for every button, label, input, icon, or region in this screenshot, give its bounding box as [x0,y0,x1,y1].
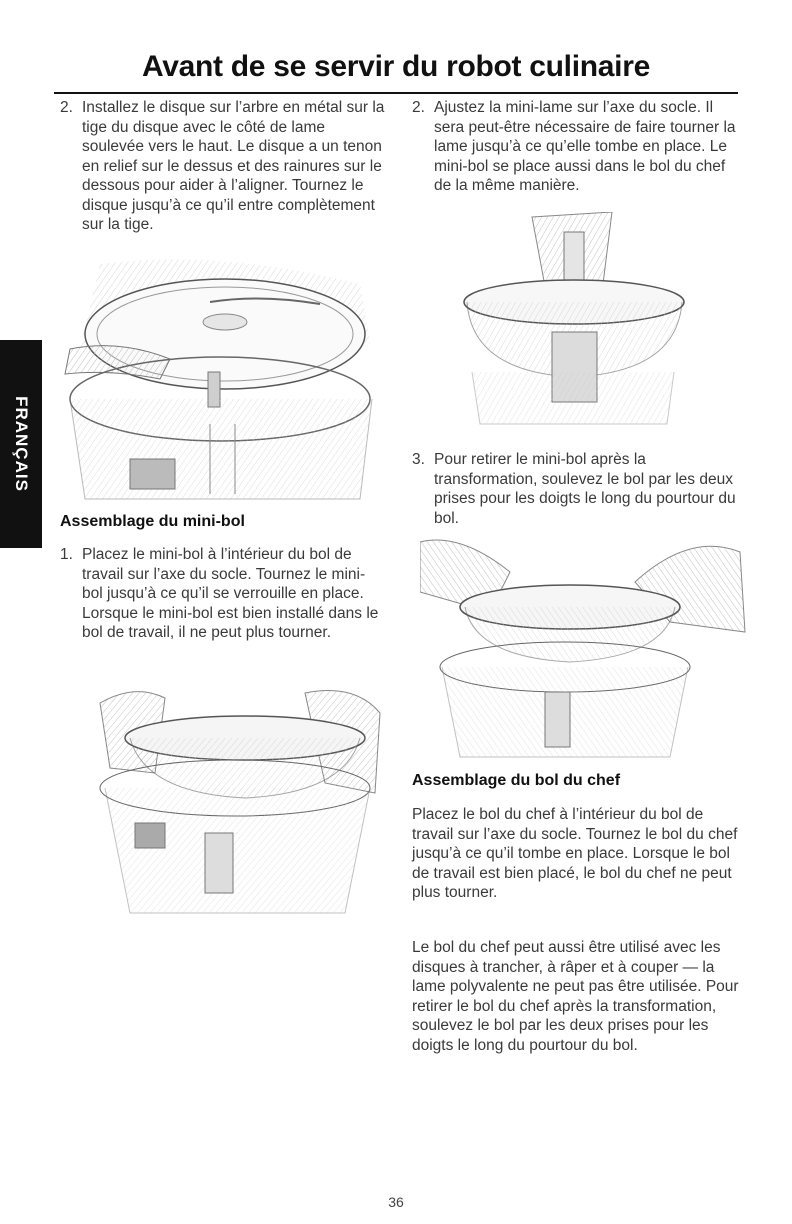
language-tab-label: FRANÇAIS [12,396,31,492]
page-title: Avant de se servir du robot culinaire [142,50,650,83]
language-tab [0,340,42,548]
mini-bowl-illustration [95,683,385,915]
step-number: 1. [60,546,73,563]
mini-bowl-removal-illustration [420,532,750,760]
step-text: Ajustez la mini-lame sur l’axe du socle. Il sera peut-être nécessaire de faire tourner la lame jusqu’à ce qu’elle tombe en place. Le mini-bol se place aussi dans le bol du chef de la même manière. [434,99,736,194]
step-number: 2. [60,99,73,116]
step-mini-bowl [60,545,380,643]
step-remove-mini-bowl [412,450,742,528]
title-rule [54,92,738,94]
section-heading-mini-bowl: Assemblage du mini-bol [60,513,245,530]
step-mini-blade [412,98,742,196]
step-text: Pour retirer le mini-bol après la transformation, soulevez le bol par les deux prises pour les doigts le long du pourtour du bol. [434,451,736,527]
page-number: 36 [388,1194,404,1210]
step-number: 2. [412,99,425,116]
step-text: Installez le disque sur l’arbre en métal sur la tige du disque avec le côté de lame soulevée vers le haut. Le disque a un tenon en relief sur le dessus et des rainures sur le dessous pour aider à l’aligner. Tournez le disque jusqu’à ce qu’il entre complètement sur la tige. [82,99,385,233]
section-heading-chef-bowl: Assemblage du bol du chef [412,772,621,789]
step-number: 3. [412,451,425,468]
step-text: Placez le mini-bol à l’intérieur du bol de travail sur l’axe du socle. Tournez le mini-bol jusqu’à ce qu’il se verrouille en place. Lorsque le mini-bol est bien installé dans le bol de travail, il ne peut plus tourner. [82,546,379,641]
step-install-disc [60,98,385,235]
mini-blade-illustration [452,212,694,427]
chef-bowl-paragraph-1: Placez le bol du chef à l’intérieur du bol de travail sur l’axe du socle. Tournez le bol du chef jusqu’à ce qu’il tombe en place. Lorsque le bol de travail est bien placé, le bol du chef ne peut plus tourner. [412,806,738,901]
disc-install-illustration [60,254,380,502]
chef-bowl-paragraph-2: Le bol du chef peut aussi être utilisé avec les disques à trancher, à râper et à couper — la lame polyvalente ne peut pas être utilisée. Pour retirer le bol du chef après la transformation, soulevez le bol par les deux prises pour les doigts le long du pourtour du bol. [412,939,739,1054]
